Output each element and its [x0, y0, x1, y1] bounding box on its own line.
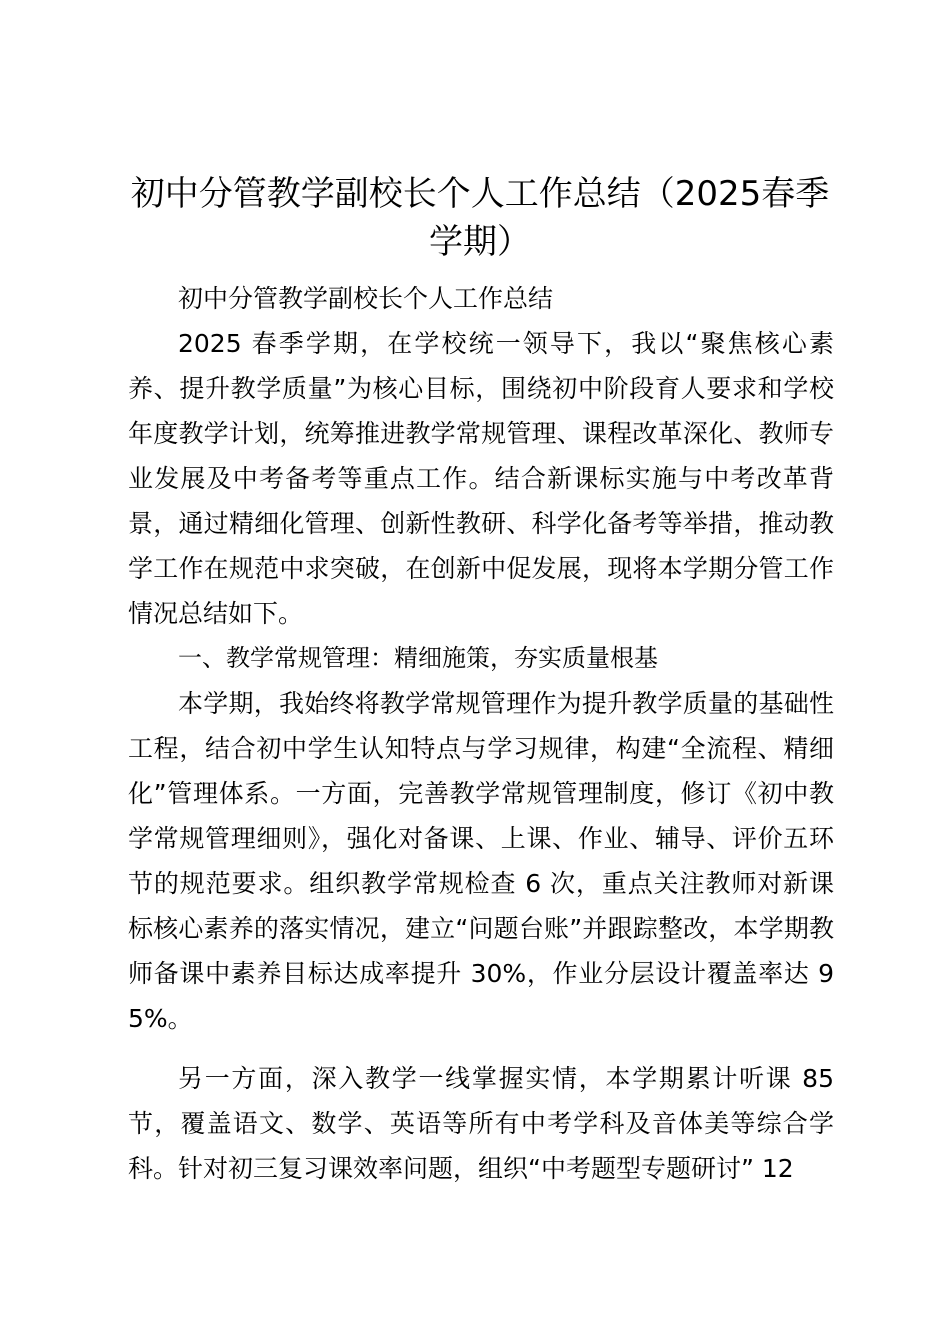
intro-paragraph: 2025 春季学期，在学校统一领导下，我以“聚焦核心素养、提升教学质量”为核心目标，围绕初中阶段育人要求和学校年度教学计划，统筹推进教学常规管理、课程改革深化、教师专业发展及中考备考等重点工作。结合新课标实施与中考改革背景，通过精细化管理、创新性教研、科学化备考等举措，推动教学工作在规范中求突破，在创新中促发展，现将本学期分管工作情况总结如下。	[128, 329, 834, 628]
body-paragraph: 另一方面，深入教学一线掌握实情，本学期累计听课 85 节，覆盖语文、数学、英语等所有中考学科及音体美等综合学科。针对初三复习课效率问题，组织“中考题型专题研讨” 12	[128, 1064, 834, 1183]
section-heading: 一、教学常规管理：精细施策，夯实质量根基	[178, 644, 658, 672]
body-paragraph: 本学期，我始终将教学常规管理作为提升教学质量的基础性工程，结合初中学生认知特点与学习规律，构建“全流程、精细化”管理体系。一方面，完善教学常规管理制度，修订《初中教学常规管理细则》，强化对备课、上课、作业、辅导、评价五环节的规范要求。组织教学常规检查 6 次，重点关注教师对新课标核心素养的落实情况，建立“问题台账”并跟踪整改，本学期教师备课中素养目标达成率提升 30%，作业分层设计覆盖率达 95%。	[128, 689, 834, 1033]
subtitle-paragraph: 初中分管教学副校长个人工作总结	[178, 284, 554, 313]
document-body	[128, 276, 834, 1191]
document-title: 初中分管教学副校长个人工作总结（2025春季学期）	[130, 174, 830, 262]
